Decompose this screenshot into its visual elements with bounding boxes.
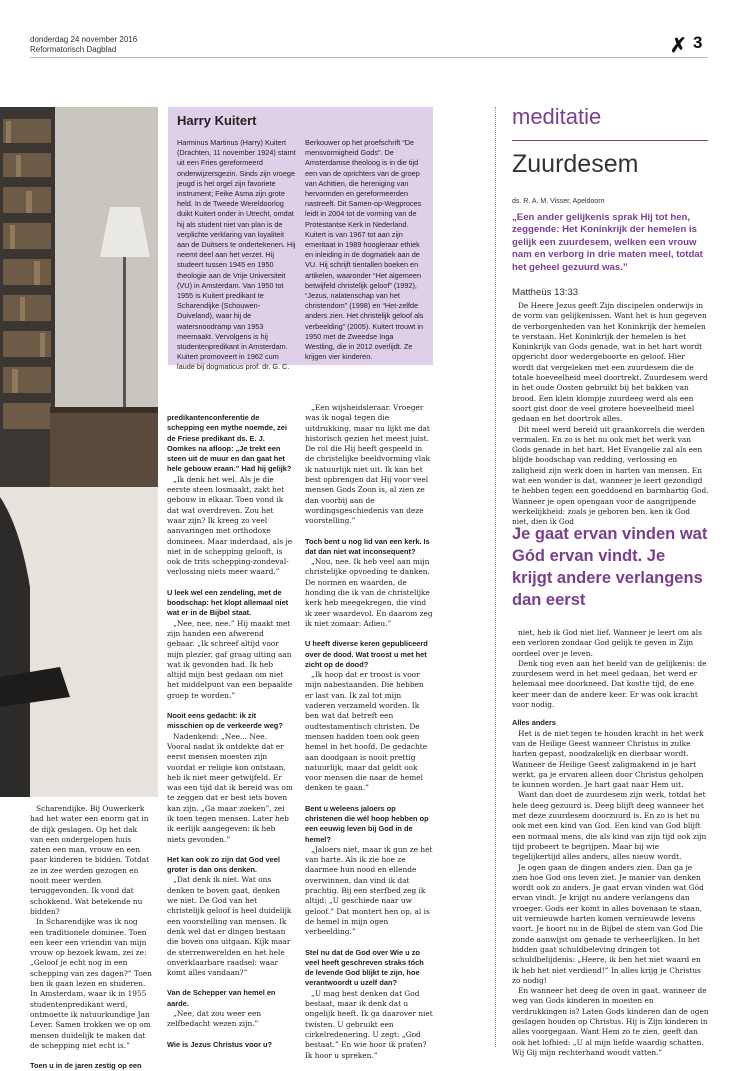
article-column-1 (30, 804, 152, 1071)
library-photo-illustration (0, 107, 158, 797)
interview-question: U leek wel een zendeling, met de boodschap: het klopt allemaal niet wat er in de Bijbel staat. (167, 587, 289, 618)
bible-reference: Mattheüs 13:33 (512, 287, 579, 298)
paragraph: niet, heb ik God niet lief. Wanneer je leert om als een verloren zondaar God gelijk te geven in Zijn oordeel over je leven. (512, 628, 702, 658)
interview-question: Het kan ook zo zijn dat God veel groter is dan ons denken. (167, 854, 280, 875)
paragraph: „Nou, nee. Ik heb veel aan mijn christelijke opvoeding te danken. De normen en waarden, de honding die ik van de christelijke kerk heb meegekregen, die vind ik zeer waardevol. En daarom zeg ik niet zomaar: Adieu.” (305, 557, 433, 628)
bible-quote: „Een ander gelijkenis sprak Hij tot hen, zeggende: Het Koninkrijk der hemelen is gelijk een zuurdesem, welken een vrouw nam en verborg in drie maten meel, totdat het geheel gezuurd was.” (512, 212, 703, 273)
paragraph: „Ik hoop dat er troost is voor mijn nabestaanden. Die hebben er last van. Ik zal tot mijn vaderen verzameld worden. Ik ben wat dat betreft een oudtestamentisch christen. De mensen hadden toen ook geen hemel in het hoofd. De gedachte aan doodgaan is nooit prettig natuurlijk, maar dat geldt ook voor mensen die naar de hemel denken te gaan.” (305, 670, 428, 793)
section-rule (512, 140, 708, 141)
interview-question: Bent u weleens jaloers op christenen die wél hoop hebben op een eeuwig leven bij God in de hemel? (305, 803, 429, 844)
paragraph: „Ik denk het wel. Als je die eerste steen losmaakt, zakt het gebouw in elkaar. Toen vond ik dat wat overdreven. Zou het waar zijn? Ik kreeg zo veel aanvaringen met orthodoxe dominees. Maar inderdaad, als je niet in de schepping gelooft, is ook de trits schepping-zondeval-verlossing niets meer waard.” (167, 474, 293, 577)
section-label: meditatie (512, 104, 602, 129)
logo-icon: ✗ (670, 35, 687, 57)
paragraph: En wanneer het deeg de oven in gaat, wanneer de weg van Gods kinderen in moeiten en verdrukkingen is? Laten Gods kinderen dan de ogen geslagen houden op Christus. Hij is Zijn kinderen in alles voorgegaan. Want Hem zo te zien, geeft dan ook het lofhied: „U al mijn liefde waardig schatten. Wij Gij mijn rechterhand woudt vatten.” (512, 986, 709, 1057)
interview-question: predikantenconferentie de schepping een mythe noemde, zei de Friese predikant ds. E. J. Oomkes na afloop: „Je trekt een steen uit de muur en dan gaat het hele gebouw eraan.” Had hij gelijk? (167, 413, 292, 474)
bio-title: Harry Kuitert (177, 113, 257, 128)
paragraph: „Nee, nee, nee.” Hij maakt met zijn handen een afwerend gebaar. „Ik schreef altijd voor mijn plezier, gaf graag uiting aan wat ik gevonden had. Ik heb altijd mijn best gedaan om niet het middelpunt van een bepaalde groep te worden.” (167, 618, 293, 700)
header-date: donderdag 24 november 2016 (30, 35, 138, 44)
paragraph: „Dat denk ik niet. Wat ons denken te boven gaat, denken we niet. De God van het christelijk geloof is heel duidelijk een voorstelling van mensen. Ik denk wel dat er dingen bestaan die boven ons uitgaan. Kijk maar de sterrenwerelden en het hele onverklaarbare raadsel: waar komt alles vandaan?” (167, 875, 292, 978)
interview-question: Wie is Jezus Christus voor u? (167, 1039, 273, 1049)
interview-question: Nooit eens gedacht: ik zit misschien op de verkeerde weg? (167, 711, 283, 731)
article-column-3 (305, 403, 433, 1061)
paragraph: In Scharendijke was ik nog een traditionele dominee. Toen een keer een vriendin van mijn vrouw op bezoek kwam, zei ze: „Geloof je echt nog in een schepping van zes dagen?” Toen ben ik gaan lezen en studeren. In Amsterdam, waar ik in 1955 studentenpredikant werd, ontmoette ik natuurkundige Jan Lever. Samen trokken we op om mensen duidelijk te maken dat de schepping niet echt is.” (30, 917, 152, 1050)
paragraph: „Een wijsheidsleraar. Vroeger was ik nogal tegen die uitdrukking, maar nu lijkt me dat historisch gezien het meest juist. De rol die Hij heeft gespeeld in de christelijke beeldvorming vlak ik natuurlijk niet uit. Ik kan het best opbrengen dat Hij voor veel mensen Gods Zoon is, al zien ze dan voorbij aan de wordingsgeschiedenis van deze voorstelling.” (305, 403, 430, 526)
paragraph: Nadenkend: „Nee... Nee. Vooral nadat ik ontdekte dat er eerst mensen moesten zijn voordat er religie kon ontstaan, heb ik niet meer getwijfeld. Er was een tijd dat ik bereid was om te zeggen dat er best iets boven kan zijn. „Ga maar zoeken”, zei ik toen tegen mensen. Later heb ik eerlijk aangegeven: ik heb niets gevonden.” (167, 731, 293, 844)
pull-quote: Je gaat ervan vinden wat Gód ervan vindt. Je krijgt andere verlangens dan eerst (512, 525, 708, 609)
paragraph: Denk nog even aan het beeld van de gelijkenis: de zuurdesem werd in het meel gedaan, het werd er helemaal mee doorkneed. Dat kostte tijd, de ene keer meer dan de andere keer. Er was ook kracht voor nodig. (512, 658, 707, 710)
interview-question: Toch bent u nog lid van een kerk. Is dat dan niet wat inconsequent? (305, 536, 430, 556)
paragraph: Scharendijke. Bij Ouwerkerk had het water een enorm gat in de dijk geslagen. Op het dak van een ondergelopen huis zaten een man, vrouw en een paar kinderen te bidden. Totdat ze in zee werden gezogen en nooit meer werden teruggevonden. Ik vond dat schokkend. Wat betekende nu bidden? (30, 804, 150, 916)
header-divider (30, 57, 708, 58)
page-number: 3 (693, 33, 703, 52)
bio-column-2: Berkouwer op het proefschrift “De mensvormigheid Gods”. De Amsterdamse theoloog is in die tijd een van de oprichters van de groep van Achttien, die hereniging van hervormden en gereformeerden nastreeft. Dit Samen-op-Wegproces leidt in 2004 tot de vorming van de Protestantse Kerk in Nederland. Kuitert is van 1967 tot aan zijn emeritaat in 1989 hoogleraar ethiek en inleiding in de dogmatiek aan de VU. Hij schrijft tientallen boeken en artikelen, waaronder “Het algemeen betwijfeld christelijk geloof” (1992), “Jezus, nalatenschap van het christendom” (1998) en “Het-zelfde anders zien. Het christelijk geloof als verbeelding” (2005). Kuitert trouwt in 1950 met de Zweedse Inga Westling, die in 2012 overlijdt. Ze krijgen vier kinderen. (305, 138, 424, 362)
column-divider (495, 107, 496, 1047)
meditation-title: Zuurdesem (512, 150, 639, 178)
interview-question: Toen u in de jaren zestig op een (30, 1061, 142, 1071)
article-column-2 (167, 403, 293, 1050)
paragraph: De Heere Jezus geeft Zijn discipelen onderwijs in de vorm van gelijkenissen. Want het is hun gegeven de verborgenheden van het Koninkrijk der hemelen te verstaan. Het Koninkrijk der hemelen is het Koninkrijk van Gods genade, wat in het hart wordt opgericht door wedergeboorte en geloof. Hier wordt dat vergeleken met een zuurdesem die de totale hoeveelheid meel doortrekt. Zuurdesem werd in het oude Oosten gebruikt bij het bakken van brood. Een klein klompje zuurdeeg werd als een soort gist door de veel grotere hoeveelheid meel gedaan en het doortrok alles. (512, 301, 708, 424)
paragraph: Want dan doet de zuurdesem zijn werk, totdat het hele deeg gezuurd is. Deeg blijft deeg wanneer het met deze zuurdesem doorzuurd is. En zo is het nu ook met een kind van God. Een kind van God blijft een normaal mens, die als kind van zijn tijd ook zijn tijd probeert te begrijpen. Maar bij wie tegelijkertijd alles anders, alles nieuw wordt. (512, 790, 707, 862)
paragraph: Dit meel werd bereid uit graankorrels die werden vermalen. En zo is het nu ook met het werk van Gods genade in het hart. Het Evangelie zal als een blijde boodschap van redding, verlossing en zaligheid zijn werk doen in harten van mensen. En wat een wonder is dat, wanneer je leert gezondigd te hebben tegen een goeddoend en barmhartig God. Wanneer je open opengaan voor de aangrijpende werkelijkheid: zoals je geboren ben, ken ik God niet, dien ik God (512, 424, 709, 527)
interview-question: U heeft diverse keren gepubliceerd over de dood. Wat troost u met het zicht op de dood? (305, 639, 428, 669)
meditation-body-top (512, 301, 709, 528)
subheading: Alles anders (512, 718, 556, 728)
portrait-photo (0, 107, 158, 797)
paragraph: „U mag best denken dat God bestaat, maar ik denk dat u ongelijk heeft. Ik ga daarover niet twisten. U gebruikt een cirkelredenering. U zegt: „God bestaat.” En wie hoor ik praten? Ik hoor u spreken.” (305, 988, 433, 1060)
interview-question: Stel nu dat de God over Wie u zo veel heeft geschreven straks tóch de levende God blijkt te zijn, hoe verantwoordt u uzelf dan? (305, 947, 424, 988)
paragraph: „Nee, dat zou weer een zelfbedacht wezen zijn.” (167, 1009, 262, 1029)
paragraph: Je ogen gaan de dingen anders zien. Dan ga je zien hoe God ons leven ziet. Je manier van denken wordt ook zo anders. Je gaat ervan vinden wat Gód ervan vindt. Je krijgt nu andere verlangens dan vroeger. Gods eer komt in alles bovenaan te staan, uit vernieuwde harten komen vernieuwde levens voort. Je hoort nu in de Bijbel de stem van God Die zonde aanwijst om genade te verheerlijken. In het bidden gaat schuldbeleving dringen tot schuldbelijdenis: „Heere, ik ben het niet waard en ik heb het niet verdiend!” In alles krijg je Christus zo nodig! (512, 862, 704, 985)
meditation-author: ds. R. A. M. Visser, Apeldoorn (512, 198, 605, 205)
paragraph: „Jaloers niet, maar ik gun ze het van harte. Als ik zie hoe ze daarmee hun nood en ellende overwinnen, dan vind ik dat prachtig. Bij een sterfbed zeg ik altijd: „U geschiede naar uw geloof.” Dat montert hen op, al is de hemel in mijn ogen verbeelding.” (305, 844, 433, 937)
masthead (30, 35, 137, 55)
paragraph: Het is de niet tegen te houden kracht in het werk van de Heilige Geest wanneer Christus in zulke harten gepast, noodzakelijk en dierbaar wordt. Wanneer de Heilige Geest zaligmakend in je hart werkt, ga je ervaren alleen door Christus geholpen te kunnen worden. Je hart gaat naar Hem uit. (512, 728, 704, 790)
bio-column-1: Harminus Martinus (Harry) Kuitert (Drachten, 11 november 1924) stamt uit een Fries gereformeerd onderwijzersgezin. Sinds zijn vroege jeugd is het orgel zijn favoriete instrument; Feike Asma zijn grote held. In de Tweede Wereldoorlog duikt Kuitert onder in Utrecht, omdat hij als student niet van plan is de verplichte verklaring van loyaliteit aan de Duitsers te ondertekenen. Hij neemt deel aan het verzet. Hij studeert tussen 1945 en 1950 theologie aan de Vrije Universiteit (VU) in Amsterdam. Van 1950 tot 1955 is Kuitert predikant te Scharendijke (Schouwen-Duiveland), waar hij de watersnoodramp van 1953 meemaakt. Vervolgens is hij studentenpredikant in Amsterdam. Kuitert promoveert in 1962 cum laude bij dogmaticus prof. dr. G. C. (177, 138, 296, 372)
header-paper: Reformatorisch Dagblad (30, 45, 117, 54)
interview-question: Van de Schepper van hemel en aarde. (167, 988, 276, 1008)
meditation-body-bottom (512, 628, 709, 1058)
